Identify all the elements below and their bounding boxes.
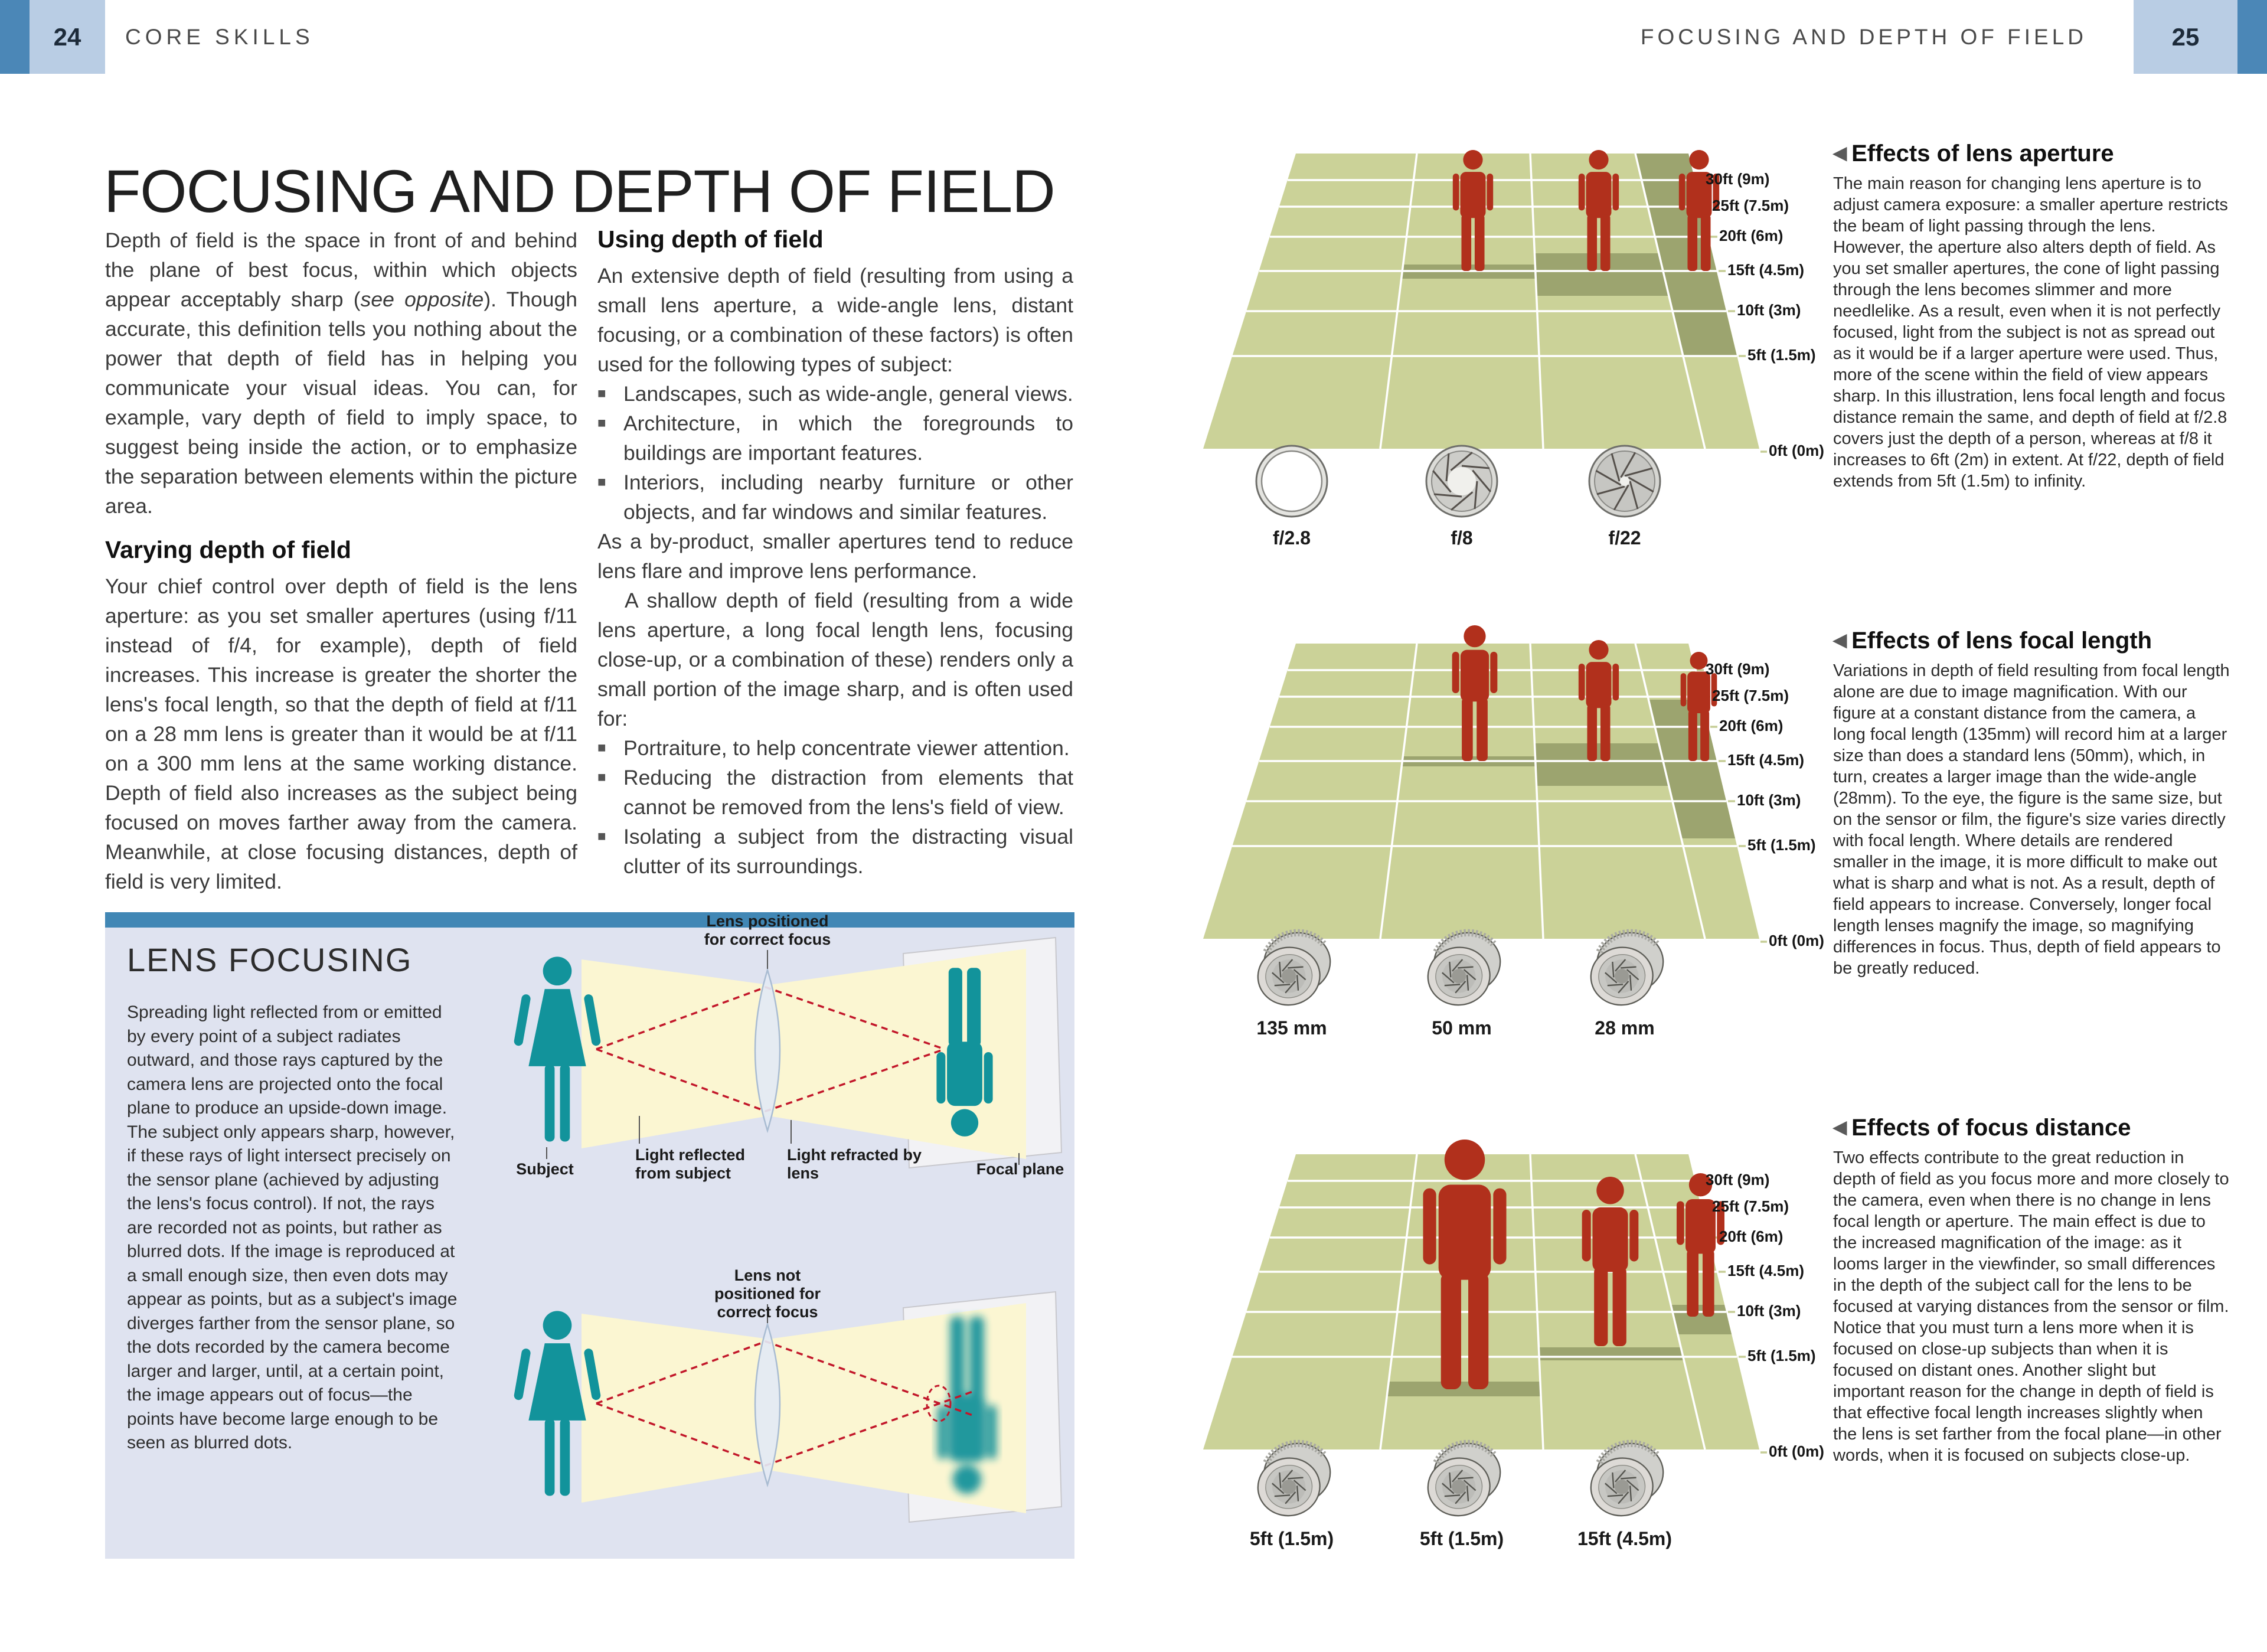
intro-text-a: Depth of field is the space in front of and behind the plane of best focus, within which objects appear acceptably sharp ( [105,228,577,311]
list-item: ■ Isolating a subject from the distracting visual clutter of its surroundings. [597,822,1073,881]
caption-title-text: Effects of lens aperture [1851,141,2114,166]
intro-text-b: ). Though accurate, this definition tells you nothing about the power that depth of field has in helping you communicate your visual ideas. You can, for example, vary depth of field to imply space, to suggest being inside the action, or to emphasize the separation between elements within the picture area. [105,288,577,518]
lens-focusing-box [105,912,1074,1559]
distance-label-10ft: 10ft (3m) [1737,301,1801,319]
lens-focused-5ft-icon [1422,1439,1505,1520]
distance-label-10ft: 10ft (3m) [1737,1302,1801,1320]
aperture-label-f8: f/8 [1451,527,1473,549]
distance-label-0ft: 0ft (0m) [1769,442,1824,459]
focal-length-diagram [1169,611,1848,1089]
caption-title-text: Effects of focus distance [1851,1115,2131,1141]
label-subject: Subject [516,1160,574,1178]
lens-135mm-icon [1252,929,1335,1009]
distance-label-5ft: 5ft (1.5m) [1747,346,1816,364]
focal-label-28mm: 28 mm [1595,1017,1655,1039]
caption-title [1833,141,2230,167]
deep-dof-list [597,379,1073,527]
caption-body: Two effects contribute to the great reduction in depth of field as you focus more and more closely to the camera, even when there is no change in lens focal length or aperture. The main effect is due to the increased magnification of the image: as it looms larger in the viewfinder, so small differences in the depth of the subject call for the lens to be focused at varying distances from the sensor or film. Notice that you must turn a lens more when it is focused on close-up subjects than when it is focused on distant ones. Another slight but important reason for the change in depth of field is that effective focal length increases slightly when the lens is set farther from the focal plane—in other words, when it is focused on subjects close-up. [1833,1148,2229,1465]
lens-50mm-icon [1422,929,1505,1009]
aperture-diagram [1169,121,1848,599]
shallow-paragraph: A shallow depth of field (resulting from a wide lens aperture, a long focal length lens, focusing close-up, or a combination of these) renders only a small portion of the image sharp, and is often used for: [597,589,1073,730]
aperture-f8-icon [1426,446,1497,517]
right-accent-bar [2237,0,2267,74]
page-number-left [30,0,105,74]
page-number-right [2134,0,2237,74]
list-item: ■ Portraiture, to help concentrate viewer attention. [597,733,1073,763]
lens-focused-5ft-icon [1252,1439,1335,1520]
lens-focusing-diagram [105,912,1074,1559]
aperture-f22-icon [1589,446,1660,517]
caption-lens-aperture [1833,141,2230,492]
left-accent-bar [0,0,30,74]
page-number-left-text: 24 [53,22,81,51]
intro-paragraph [105,226,577,521]
article-column-2 [597,226,1073,881]
distance-label-30ft: 30ft (9m) [1706,660,1770,678]
left-triangle-icon: ◀ [1833,1118,1847,1137]
list-item: ■ Reducing the distraction from elements that cannot be removed from the lens's field of view. [597,763,1073,822]
running-head-text: FOCUSING AND DEPTH OF FIELD [1640,24,2087,49]
label-light-reflected: Light reflected from subject [635,1146,746,1182]
caption-title-text: Effects of lens focal length [1851,628,2152,654]
distance-label-30ft: 30ft (9m) [1706,1171,1770,1189]
distance-label-25ft: 25ft (7.5m) [1712,1197,1789,1215]
focus-label-5ft: 5ft (1.5m) [1249,1528,1334,1549]
box-body-text: Spreading light reflected from or emitted by every point of a subject radiates outward, and those rays captured by the camera lens are projected onto the focal plane to produce an upside-down image. The subject only appears sharp, however, if these rays of light intersect precisely on the sensor plane (achieved by adjusting the lens's focus control). If not, the rays are recorded not as points, but rather as blurred dots. If the image is reproduced at a small enough size, then even dots may appear as points, but as a subject's image diverges farther from the sensor plane, so the dots recorded by the camera become larger and larger, until, at a certain point, the image appears out of focus—the points have become large enough to be seen as blurred dots. [127,1003,458,1452]
label-lens-correct: Lens positioned for correct focus [704,912,831,948]
section-label [125,0,314,74]
focal-label-135mm: 135 mm [1256,1017,1327,1039]
left-triangle-icon: ◀ [1833,631,1847,650]
aperture-f2.8-icon [1256,446,1327,517]
page-number-right-text: 25 [2171,22,2200,51]
distance-label-20ft: 20ft (6m) [1719,227,1783,244]
byproduct-paragraph: As a by-product, smaller apertures tend to reduce lens flare and improve lens performance. [597,530,1073,583]
distance-label-15ft: 15ft (4.5m) [1727,751,1805,769]
distance-label-25ft: 25ft (7.5m) [1712,687,1789,704]
aperture-label-f22: f/22 [1608,527,1641,549]
intro-text-italic: see opposite [360,288,484,311]
focal-label-50mm: 50 mm [1432,1017,1492,1039]
label-lens-incorrect: Lens not positioned for correct focus [714,1266,821,1321]
distance-label-20ft: 20ft (6m) [1719,717,1783,734]
running-head [1641,0,2087,74]
distance-label-0ft: 0ft (0m) [1769,932,1824,949]
using-paragraph: An extensive depth of field (resulting from using a small lens aperture, a wide-angle lens, distant focusing, or a combination of these factors) is often used for the following types of subject: [597,264,1073,376]
list-item: ■ Interiors, including nearby furniture or other objects, and far windows and similar features. [597,468,1073,527]
caption-body: Variations in depth of field resulting from focal length alone are due to image magnification. With our figure at a constant distance from the camera, a long focal length (135mm) will record him at a larger size than does a standard lens (50mm), which, in turn, creates a larger image than the wide-angle (28mm). To the eye, the figure is the same size, but on the sensor or film, the figure's size varies directly with focal length. Where details are rendered smaller in the image, it is more difficult to make out what is sharp and what is not. As a result, depth of field appears to increase. Conversely, longer focal length lenses magnify the image, so magnifying differences in focus. Thus, depth of field appears to be greatly reduced. [1833,661,2230,978]
caption-focus-distance [1833,1115,2230,1466]
shallow-dof-list [597,733,1073,881]
left-triangle-icon: ◀ [1833,143,1847,163]
caption-body: The main reason for changing lens aperture is to adjust camera exposure: a smaller aperture restricts the beam of light passing through the lens. However, the aperture also alters depth of field. As you set smaller apertures, the cone of light passing through the lens becomes slimmer and more needlelike. As a result, even when it is not perfectly focused, light from the subject is not as spread out as it would be if a larger aperture were used. Thus, more of the scene within the field of view appears sharp. In this illustration, lens focal length and focus distance remain the same, and depth of field at f/2.8 covers just the depth of a person, whereas at f/8 it increases to 6ft (2m) in extent. At f/22, depth of field extends from 5ft (1.5m) to infinity. [1833,174,2228,491]
distance-label-15ft: 15ft (4.5m) [1727,1262,1805,1279]
label-focal-plane: Focal plane [976,1160,1064,1178]
page-title: FOCUSING AND DEPTH OF FIELD [104,158,1055,226]
light-beam-refracted [769,1303,1026,1513]
lens-focused-15ft-icon [1585,1439,1668,1520]
diagram-incorrect-focus [514,1292,1061,1522]
heading-varying-dof: Varying depth of field [105,536,351,563]
list-item: ■ Architecture, in which the foregrounds to buildings are important features. [597,409,1073,468]
distance-label-5ft: 5ft (1.5m) [1747,1347,1816,1364]
heading-using-dof: Using depth of field [597,226,824,253]
distance-label-30ft: 30ft (9m) [1706,170,1770,188]
caption-title [1833,628,2230,654]
aperture-label-f2.8: f/2.8 [1272,527,1311,549]
distance-label-0ft: 0ft (0m) [1769,1442,1824,1460]
focus-label-15ft: 15ft (4.5m) [1577,1528,1673,1549]
caption-title [1833,1115,2230,1141]
distance-label-15ft: 15ft (4.5m) [1727,261,1805,279]
distance-label-20ft: 20ft (6m) [1719,1227,1783,1245]
article-column-1 [105,226,577,896]
diagram-correct-focus [514,938,1061,1168]
focus-label-5ft: 5ft (1.5m) [1419,1528,1504,1549]
distance-label-5ft: 5ft (1.5m) [1747,836,1816,854]
section-label-text: CORE SKILLS [125,24,314,49]
focus-distance-diagram [1169,1122,1848,1600]
caption-focal-length [1833,628,2230,979]
label-light-refracted: Light refracted by lens [787,1146,922,1182]
lens-28mm-icon [1585,929,1668,1009]
varying-paragraph: Your chief control over depth of field is the lens aperture: as you set smaller apertures (using f/11 instead of f/4, for example), depth of field increases. This increase is greater the shorter the lens's focal length, so that the depth of field at f/11 on a 28 mm lens is greater than it would be at f/11 on a 300 mm lens at the same working distance. Depth of field also increases as the subject being focused on moves farther away from the camera. Meanwhile, at close focusing distances, depth of field is very limited. [105,574,577,893]
box-title: LENS FOCUSING [127,941,413,978]
distance-label-10ft: 10ft (3m) [1737,791,1801,809]
distance-label-25ft: 25ft (7.5m) [1712,197,1789,214]
list-item: ■ Landscapes, such as wide-angle, general views. [597,379,1073,409]
